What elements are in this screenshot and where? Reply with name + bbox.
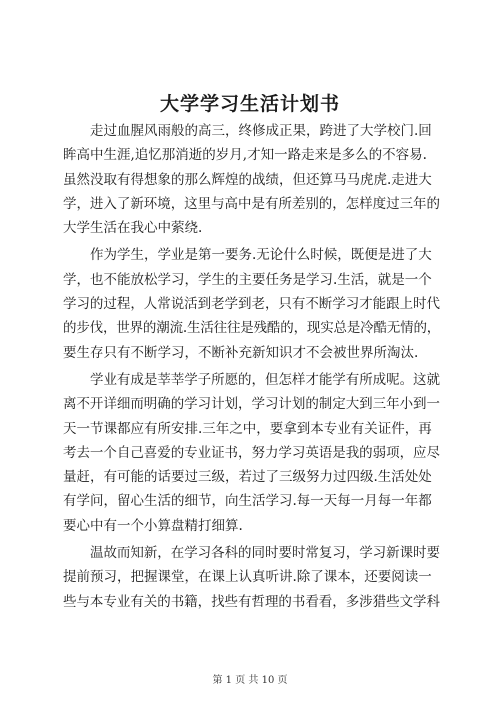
text-line: 离不开详细而明确的学习计划，学习计划的制定大到三年小到一	[63, 396, 440, 413]
text-line: 量赶，有可能的话要过三级，若过了三级努力过四级.生活处处	[63, 469, 432, 486]
paragraph	[63, 541, 440, 614]
text-line: 眸高中生涯,追忆那消逝的岁月,才知一路走来是多么的不容易.	[63, 147, 427, 164]
text-line: 考去一个自己喜爱的专业证书，努力学习英语是我的弱项，应尽	[63, 444, 440, 461]
text-line: 天一节课都应有所安排.三年之中，要拿到本专业有关证件，再	[63, 420, 432, 437]
paragraph	[63, 368, 440, 538]
page-footer: 第 1 页 共 10 页	[212, 675, 288, 686]
text-line: 学业有成是莘莘学子所愿的，但怎样才能学有所成呢。这就	[90, 371, 440, 388]
text-line: 学，进入了新环境，这里与高中是有所差别的，怎样度过三年的	[63, 195, 440, 212]
text-line: 学，也不能放松学习，学生的主要任务是学习.生活，就是一个	[63, 271, 432, 288]
text-line: 要心中有一个小算盘精打细算.	[63, 517, 243, 534]
text-line: 的步伐，世界的潮流.生活往往是残酷的，现实总是冷酷无情的，	[63, 320, 440, 337]
text-line: 提前预习，把握课堂，在课上认真听讲.除了课本，还要阅读一	[63, 569, 432, 586]
text-line: 大学生活在我心中萦绕.	[63, 220, 203, 237]
paragraph	[63, 119, 440, 240]
text-line: 走过血腥风雨般的高三，终修成正果，跨进了大学校门.回	[90, 123, 432, 139]
paragraph	[63, 243, 440, 364]
text-line: 些与本专业有关的书籍，找些有哲理的书看看，多涉猎些文学科	[63, 593, 440, 610]
text-line: 温故而知新，在学习各科的同时要时常复习，学习新课时要	[90, 545, 440, 562]
text-line: 作为学生，学业是第一要务.无论什么时候，既便是进了大	[90, 247, 432, 264]
text-line: 有学问，留心生活的细节，向生活学习.每一天每一月每一年都	[63, 493, 432, 510]
document-body	[63, 119, 440, 617]
text-line: 学习的过程，人常说活到老学到老，只有不断学习才能跟上时代	[63, 296, 440, 313]
document-title: 大学学习生活计划书	[159, 93, 340, 115]
text-line: 要生存只有不断学习，不断补充新知识才不会被世界所淘汰.	[63, 344, 419, 361]
text-line: 虽然没取有得想象的那么辉煌的战绩，但还算马马虎虎.走进大	[63, 171, 432, 188]
